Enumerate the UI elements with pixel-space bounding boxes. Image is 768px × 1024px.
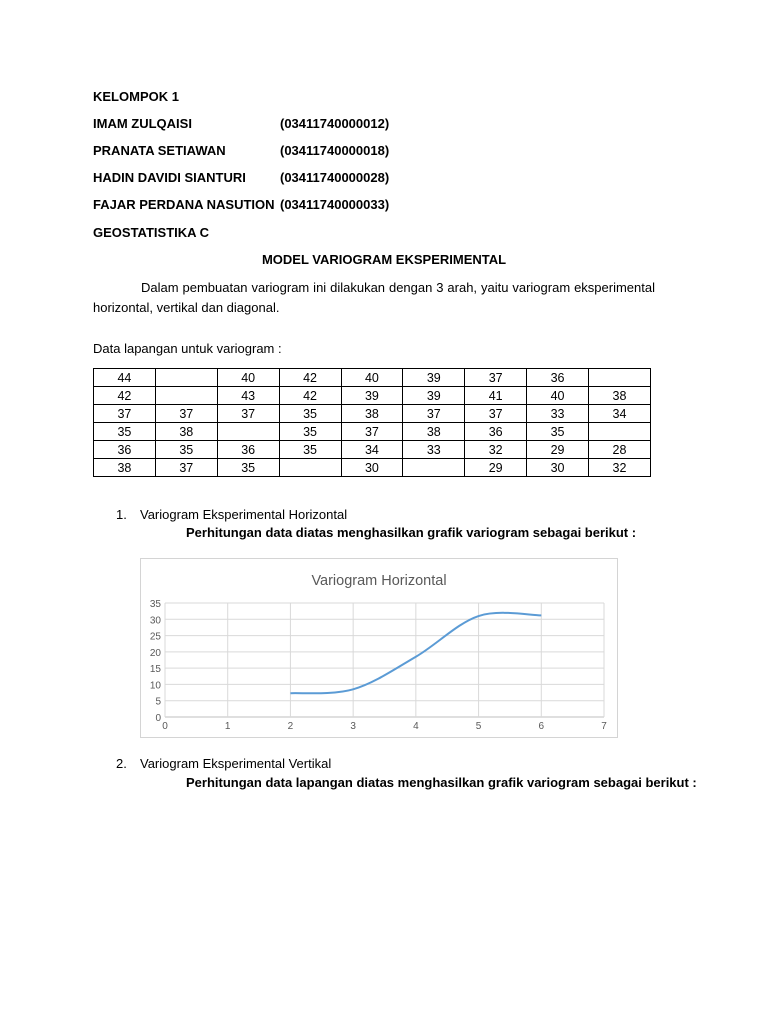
x-tick-label: 1 (224, 721, 231, 732)
section-title: Variogram Eksperimental Horizontal (140, 507, 348, 522)
table-cell (155, 369, 217, 387)
table-cell: 29 (527, 441, 589, 459)
chart-svg (141, 559, 617, 737)
y-tick-label: 15 (149, 664, 161, 676)
member-id: (03411740000028) (280, 170, 390, 185)
table-cell: 32 (465, 441, 527, 459)
table-cell: 42 (279, 369, 341, 387)
table-cell: 38 (341, 405, 403, 423)
table-cell: 37 (217, 405, 279, 423)
field-data-table (93, 368, 651, 477)
y-tick-label: 20 (149, 647, 161, 659)
table-cell: 29 (465, 459, 527, 477)
course-name: GEOSTATISTIKA C (93, 225, 210, 240)
x-tick-label: 4 (413, 721, 419, 732)
group-name: KELOMPOK 1 (93, 89, 179, 104)
y-tick-label: 30 (149, 615, 161, 627)
section-number: 1. (116, 507, 127, 522)
table-cell (217, 423, 279, 441)
x-tick-label: 6 (538, 721, 545, 732)
member-name: IMAM ZULQAISI (93, 116, 192, 131)
table-cell: 38 (403, 423, 465, 441)
table-cell: 39 (403, 369, 465, 387)
page-title: MODEL VARIOGRAM EKSPERIMENTAL (261, 252, 507, 267)
table-row (94, 387, 651, 405)
member-name: HADIN DAVIDI SIANTURI (93, 170, 246, 185)
table-cell: 42 (94, 387, 156, 405)
table-cell: 34 (589, 405, 651, 423)
y-tick-label: 25 (149, 631, 161, 643)
table-cell: 35 (279, 441, 341, 459)
table-row (94, 423, 651, 441)
table-row (94, 405, 651, 423)
table-cell: 42 (279, 387, 341, 405)
member-name: PRANATA SETIAWAN (93, 143, 226, 158)
table-cell: 36 (527, 369, 589, 387)
table-cell: 37 (155, 459, 217, 477)
table-cell: 38 (94, 459, 156, 477)
table-row (94, 441, 651, 459)
table-cell: 36 (465, 423, 527, 441)
y-tick-label: 0 (155, 713, 161, 724)
table-cell: 30 (341, 459, 403, 477)
table-row (94, 369, 651, 387)
table-cell: 37 (465, 369, 527, 387)
table-cell: 37 (155, 405, 217, 423)
x-tick-label: 2 (287, 721, 294, 732)
table-cell: 35 (94, 423, 156, 441)
member-id: (03411740000033) (280, 197, 390, 212)
section-title: Variogram Eksperimental Vertikal (140, 756, 332, 771)
y-tick-label: 10 (149, 680, 161, 692)
table-cell: 37 (94, 405, 156, 423)
table-row (94, 459, 651, 477)
table-cell: 40 (527, 387, 589, 405)
table-cell (279, 459, 341, 477)
table-cell: 35 (155, 441, 217, 459)
table-cell (155, 387, 217, 405)
intro-paragraph: Dalam pembuatan variogram ini dilakukan dengan 3 arah, yaitu variogram eksperimental horizontal, vertikal dan diagonal. (93, 280, 655, 315)
y-tick-label: 5 (155, 696, 161, 708)
table-cell: 43 (217, 387, 279, 405)
table-cell: 40 (217, 369, 279, 387)
section-description: Perhitungan data diatas menghasilkan grafik variogram sebagai berikut : (186, 525, 637, 540)
table-cell: 35 (279, 423, 341, 441)
section-description: Perhitungan data lapangan diatas menghasilkan grafik variogram sebagai berikut : (186, 775, 697, 790)
table-cell: 36 (94, 441, 156, 459)
table-cell: 44 (94, 369, 156, 387)
member-id: (03411740000018) (280, 143, 390, 158)
table-cell (589, 369, 651, 387)
table-cell: 37 (465, 405, 527, 423)
table-cell: 32 (589, 459, 651, 477)
table-cell: 35 (527, 423, 589, 441)
table-cell: 33 (527, 405, 589, 423)
table-cell: 35 (217, 459, 279, 477)
x-tick-label: 0 (162, 721, 168, 732)
variogram-horizontal-chart (140, 558, 618, 738)
table-cell: 41 (465, 387, 527, 405)
table-cell: 37 (403, 405, 465, 423)
table-cell: 34 (341, 441, 403, 459)
table-cell: 35 (279, 405, 341, 423)
table-cell: 36 (217, 441, 279, 459)
x-tick-label: 7 (601, 721, 607, 732)
table-cell: 39 (403, 387, 465, 405)
y-tick-label: 35 (149, 599, 161, 610)
chart-title: Variogram Horizontal (311, 573, 447, 589)
table-cell (403, 459, 465, 477)
x-tick-label: 3 (350, 721, 356, 732)
x-tick-label: 5 (475, 721, 482, 732)
member-name: FAJAR PERDANA NASUTION (93, 197, 275, 212)
member-id: (03411740000012) (280, 116, 390, 131)
table-cell: 39 (341, 387, 403, 405)
table-cell: 33 (403, 441, 465, 459)
table-cell: 37 (341, 423, 403, 441)
table-cell: 30 (527, 459, 589, 477)
table-cell (589, 423, 651, 441)
table-cell: 28 (589, 441, 651, 459)
section-number: 2. (116, 756, 127, 771)
table-cell: 38 (155, 423, 217, 441)
table-cell: 40 (341, 369, 403, 387)
table-caption: Data lapangan untuk variogram : (93, 341, 282, 356)
table-cell: 38 (589, 387, 651, 405)
